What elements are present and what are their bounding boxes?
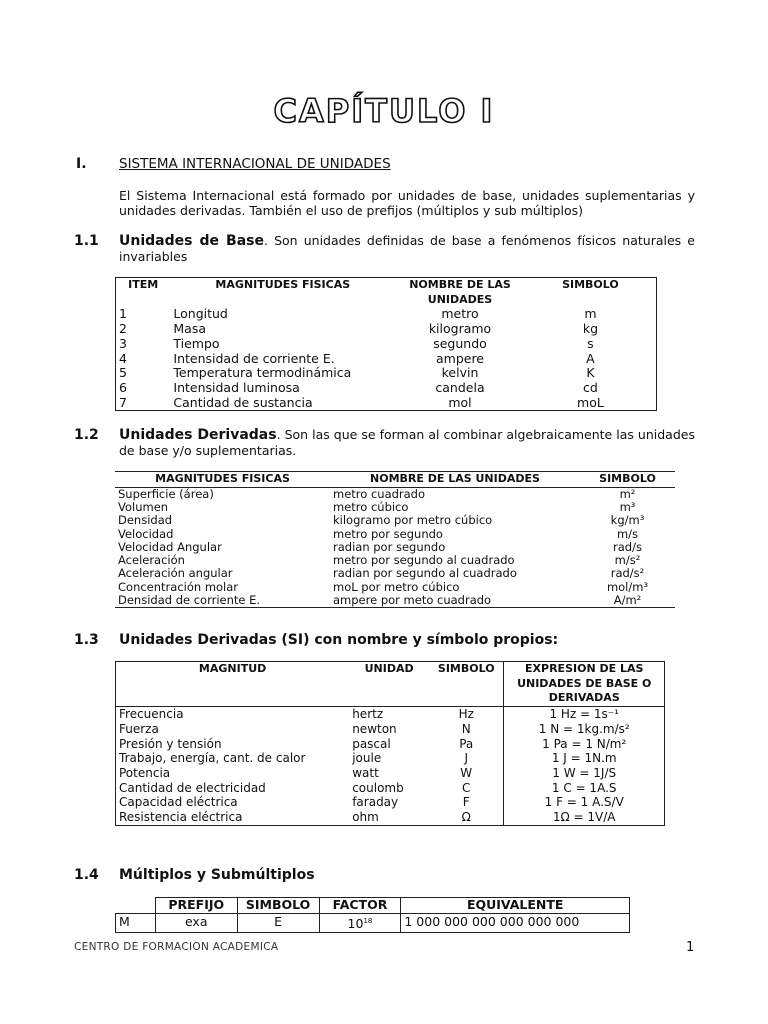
table-cell: Masa <box>173 321 207 337</box>
table-row <box>116 337 657 352</box>
table-row <box>116 766 665 781</box>
section-number: 1.4 <box>74 867 99 883</box>
table-row <box>116 795 665 810</box>
table-cell: m/s² <box>614 553 641 568</box>
table-row <box>115 528 675 541</box>
footer-text: CENTRO DE FORMACION ACADEMICA <box>74 941 279 953</box>
table-cell: Ω <box>461 810 471 825</box>
table-cell: metro por segundo al cuadrado <box>333 553 515 568</box>
table-row <box>116 737 665 752</box>
table-cell: kelvin <box>441 365 479 381</box>
table-cell: moL por metro cúbico <box>333 579 460 594</box>
table-cell: ohm <box>352 810 379 825</box>
table-header: NOMBRE DE LAS UNIDADES <box>370 472 540 485</box>
table-cell: ampere por meto cuadrado <box>333 593 492 608</box>
table-row <box>115 554 675 567</box>
table-cell: Resistencia eléctrica <box>119 810 243 825</box>
table-cell: 1 Hz = 1s⁻¹ <box>504 707 665 722</box>
intro-paragraph: El Sistema Internacional está formado por unidades de base, unidades suplementarias y unidades derivadas. También el uso de prefijos (múltiplos y sub múltiplos) <box>119 188 695 218</box>
table-header: SIMBOLO <box>562 278 619 291</box>
table-cell: kilogramo <box>428 321 492 337</box>
table-header: EXPRESION DE LAS UNIDADES DE BASE O DERIVADAS <box>504 662 665 707</box>
table-cell: watt <box>352 765 379 780</box>
page-number: 1 <box>686 940 695 955</box>
table-cell: A <box>586 350 595 366</box>
table-cell: Superficie (área) <box>118 486 214 501</box>
table-row <box>116 322 657 337</box>
section-title: Múltiplos y Submúltiplos <box>119 867 315 883</box>
table-row <box>116 396 657 411</box>
table-cell: A/m² <box>613 593 642 608</box>
table-cell: joule <box>352 751 382 766</box>
table-cell: Intensidad de corriente E. <box>173 350 335 366</box>
base-units-table <box>115 277 657 411</box>
section-title: Unidades de Base <box>119 233 264 249</box>
table-cell: 1 W = 1J/S <box>504 766 665 781</box>
table-cell: Hz <box>458 707 474 722</box>
table-cell: Densidad de corriente E. <box>118 593 261 608</box>
table-cell: 2 <box>119 321 127 337</box>
table-row <box>115 487 675 501</box>
table-cell: Densidad <box>118 513 173 528</box>
table-row <box>116 913 630 932</box>
derived-units-table <box>115 471 675 608</box>
section-number: I. <box>76 156 87 172</box>
table-cell: E <box>237 913 319 932</box>
table-cell: 1 F = 1 A.S/V <box>504 795 665 810</box>
table-cell: 3 <box>119 335 127 351</box>
table-cell: 1 J = 1N.m <box>504 751 665 766</box>
section-1-1-paragraph <box>119 233 695 265</box>
table-cell: hertz <box>352 707 384 722</box>
table-row <box>115 567 675 580</box>
table-cell: Potencia <box>119 765 171 780</box>
table-header: SIMBOLO <box>599 472 656 485</box>
table-cell: M <box>116 913 156 932</box>
table-cell: 5 <box>119 365 127 381</box>
table-header: MAGNITUD <box>198 662 267 675</box>
table-header: ITEM <box>128 278 159 291</box>
table-cell: Tiempo <box>173 335 220 351</box>
table-cell: 4 <box>119 350 127 366</box>
section-text: . Son las que se forman al combinar algebraicamente las unidades de base y/o suplementarias. <box>119 427 695 458</box>
table-row <box>116 751 665 766</box>
table-header: MAGNITUDES FISICAS <box>215 278 351 291</box>
table-row <box>116 366 657 381</box>
table-cell: rad/s <box>613 539 642 554</box>
table-cell: kg/m³ <box>610 513 645 528</box>
table-row <box>115 541 675 554</box>
table-cell: m/s <box>616 526 639 541</box>
table-cell: m³ <box>619 500 636 514</box>
section-text: . Son unidades definidas de base a fenómenos físicos naturales e invariables <box>119 233 695 264</box>
table-cell: C <box>462 780 471 795</box>
table-cell: Velocidad Angular <box>118 539 222 554</box>
table-cell: 1 C = 1A.S <box>504 781 665 796</box>
section-title: Unidades Derivadas <box>119 427 277 443</box>
table-cell: mol <box>448 394 472 410</box>
table-row <box>116 352 657 367</box>
section-title: Unidades Derivadas (SI) con nombre y símbolo propios: <box>119 632 559 648</box>
section-number: 1.1 <box>74 233 99 249</box>
table-cell: Aceleración angular <box>118 566 233 581</box>
table-header: SIMBOLO <box>437 662 495 675</box>
table-header: FACTOR <box>319 898 401 914</box>
table-row <box>116 307 657 322</box>
table-cell: Volumen <box>118 500 169 514</box>
section-1-2-paragraph <box>119 427 695 458</box>
table-cell: rad/s² <box>610 566 645 581</box>
table-cell: segundo <box>433 335 487 351</box>
table-cell: Fuerza <box>119 721 159 736</box>
table-cell: Temperatura termodinámica <box>173 365 352 381</box>
table-cell: radian por segundo <box>333 539 446 554</box>
table-cell: metro cuadrado <box>333 486 426 501</box>
table-cell: Aceleración <box>118 553 185 568</box>
table-row <box>115 581 675 594</box>
table-cell: kilogramo por metro cúbico <box>333 513 493 528</box>
table-cell: metro <box>441 306 479 322</box>
table-cell: mol/m³ <box>606 579 649 594</box>
named-units-table <box>115 661 665 826</box>
table-cell <box>319 913 401 932</box>
table-header: SIMBOLO <box>237 898 319 914</box>
table-cell: Velocidad <box>118 526 174 541</box>
table-cell: Frecuencia <box>119 707 184 722</box>
table-header: EQUIVALENTE <box>401 898 630 914</box>
section-title: SISTEMA INTERNACIONAL DE UNIDADES <box>119 156 391 172</box>
table-cell: 1Ω = 1V/A <box>504 810 665 825</box>
table-cell: 1 N = 1kg.m/s² <box>504 722 665 737</box>
chapter-title: CAPÍTULO I <box>273 92 495 130</box>
table-cell: metro cúbico <box>333 500 409 514</box>
table-row <box>116 707 665 722</box>
prefix-table <box>115 897 630 933</box>
table-cell: Capacidad eléctrica <box>119 795 238 810</box>
table-row <box>115 501 675 514</box>
factor-exponent: 18 <box>363 916 373 925</box>
table-cell: F <box>462 795 470 810</box>
table-cell: Trabajo, energía, cant. de calor <box>119 751 306 766</box>
table-cell: radian por segundo al cuadrado <box>333 566 517 581</box>
table-cell: W <box>460 765 473 780</box>
table-cell: Pa <box>459 736 474 751</box>
table-cell: Cantidad de sustancia <box>173 394 313 410</box>
factor-base: 10 <box>347 915 364 931</box>
table-row <box>115 594 675 608</box>
table-cell: kg <box>582 321 599 337</box>
table-row <box>115 514 675 527</box>
table-cell: J <box>464 751 468 766</box>
table-cell: exa <box>155 913 237 932</box>
table-cell: N <box>461 721 471 736</box>
table-cell: 6 <box>119 379 127 395</box>
table-cell: metro por segundo <box>333 526 443 541</box>
table-cell: Longitud <box>173 306 228 322</box>
table-cell: Intensidad luminosa <box>173 379 300 395</box>
table-cell: 1 000 000 000 000 000 000 <box>401 913 630 932</box>
table-header: NOMBRE DE LAS UNIDADES <box>409 278 511 306</box>
table-cell: 1 Pa = 1 N/m² <box>504 737 665 752</box>
table-cell: coulomb <box>352 780 404 795</box>
table-cell: 1 <box>119 306 127 322</box>
table-cell: moL <box>577 394 604 410</box>
table-row <box>116 722 665 737</box>
table-row <box>116 810 665 825</box>
section-number: 1.3 <box>74 632 99 648</box>
table-cell: m <box>584 306 597 322</box>
table-header: MAGNITUDES FISICAS <box>155 472 290 485</box>
table-cell: Concentración molar <box>118 579 239 594</box>
table-cell: newton <box>352 721 397 736</box>
table-header <box>116 898 156 914</box>
table-cell: pascal <box>352 736 391 751</box>
table-header: UNIDAD <box>364 662 414 675</box>
table-row <box>116 781 665 796</box>
table-cell: K <box>586 365 595 381</box>
table-cell: Presión y tensión <box>119 736 222 751</box>
table-cell: candela <box>435 379 485 395</box>
table-header: PREFIJO <box>155 898 237 914</box>
table-cell: m² <box>619 486 636 501</box>
section-number: 1.2 <box>74 427 99 443</box>
table-cell: faraday <box>352 795 399 810</box>
table-cell: ampere <box>435 350 485 366</box>
table-cell: cd <box>583 379 598 395</box>
table-row <box>116 381 657 396</box>
table-cell: Cantidad de electricidad <box>119 780 266 795</box>
table-cell: 7 <box>119 394 127 410</box>
table-cell: s <box>587 335 594 351</box>
